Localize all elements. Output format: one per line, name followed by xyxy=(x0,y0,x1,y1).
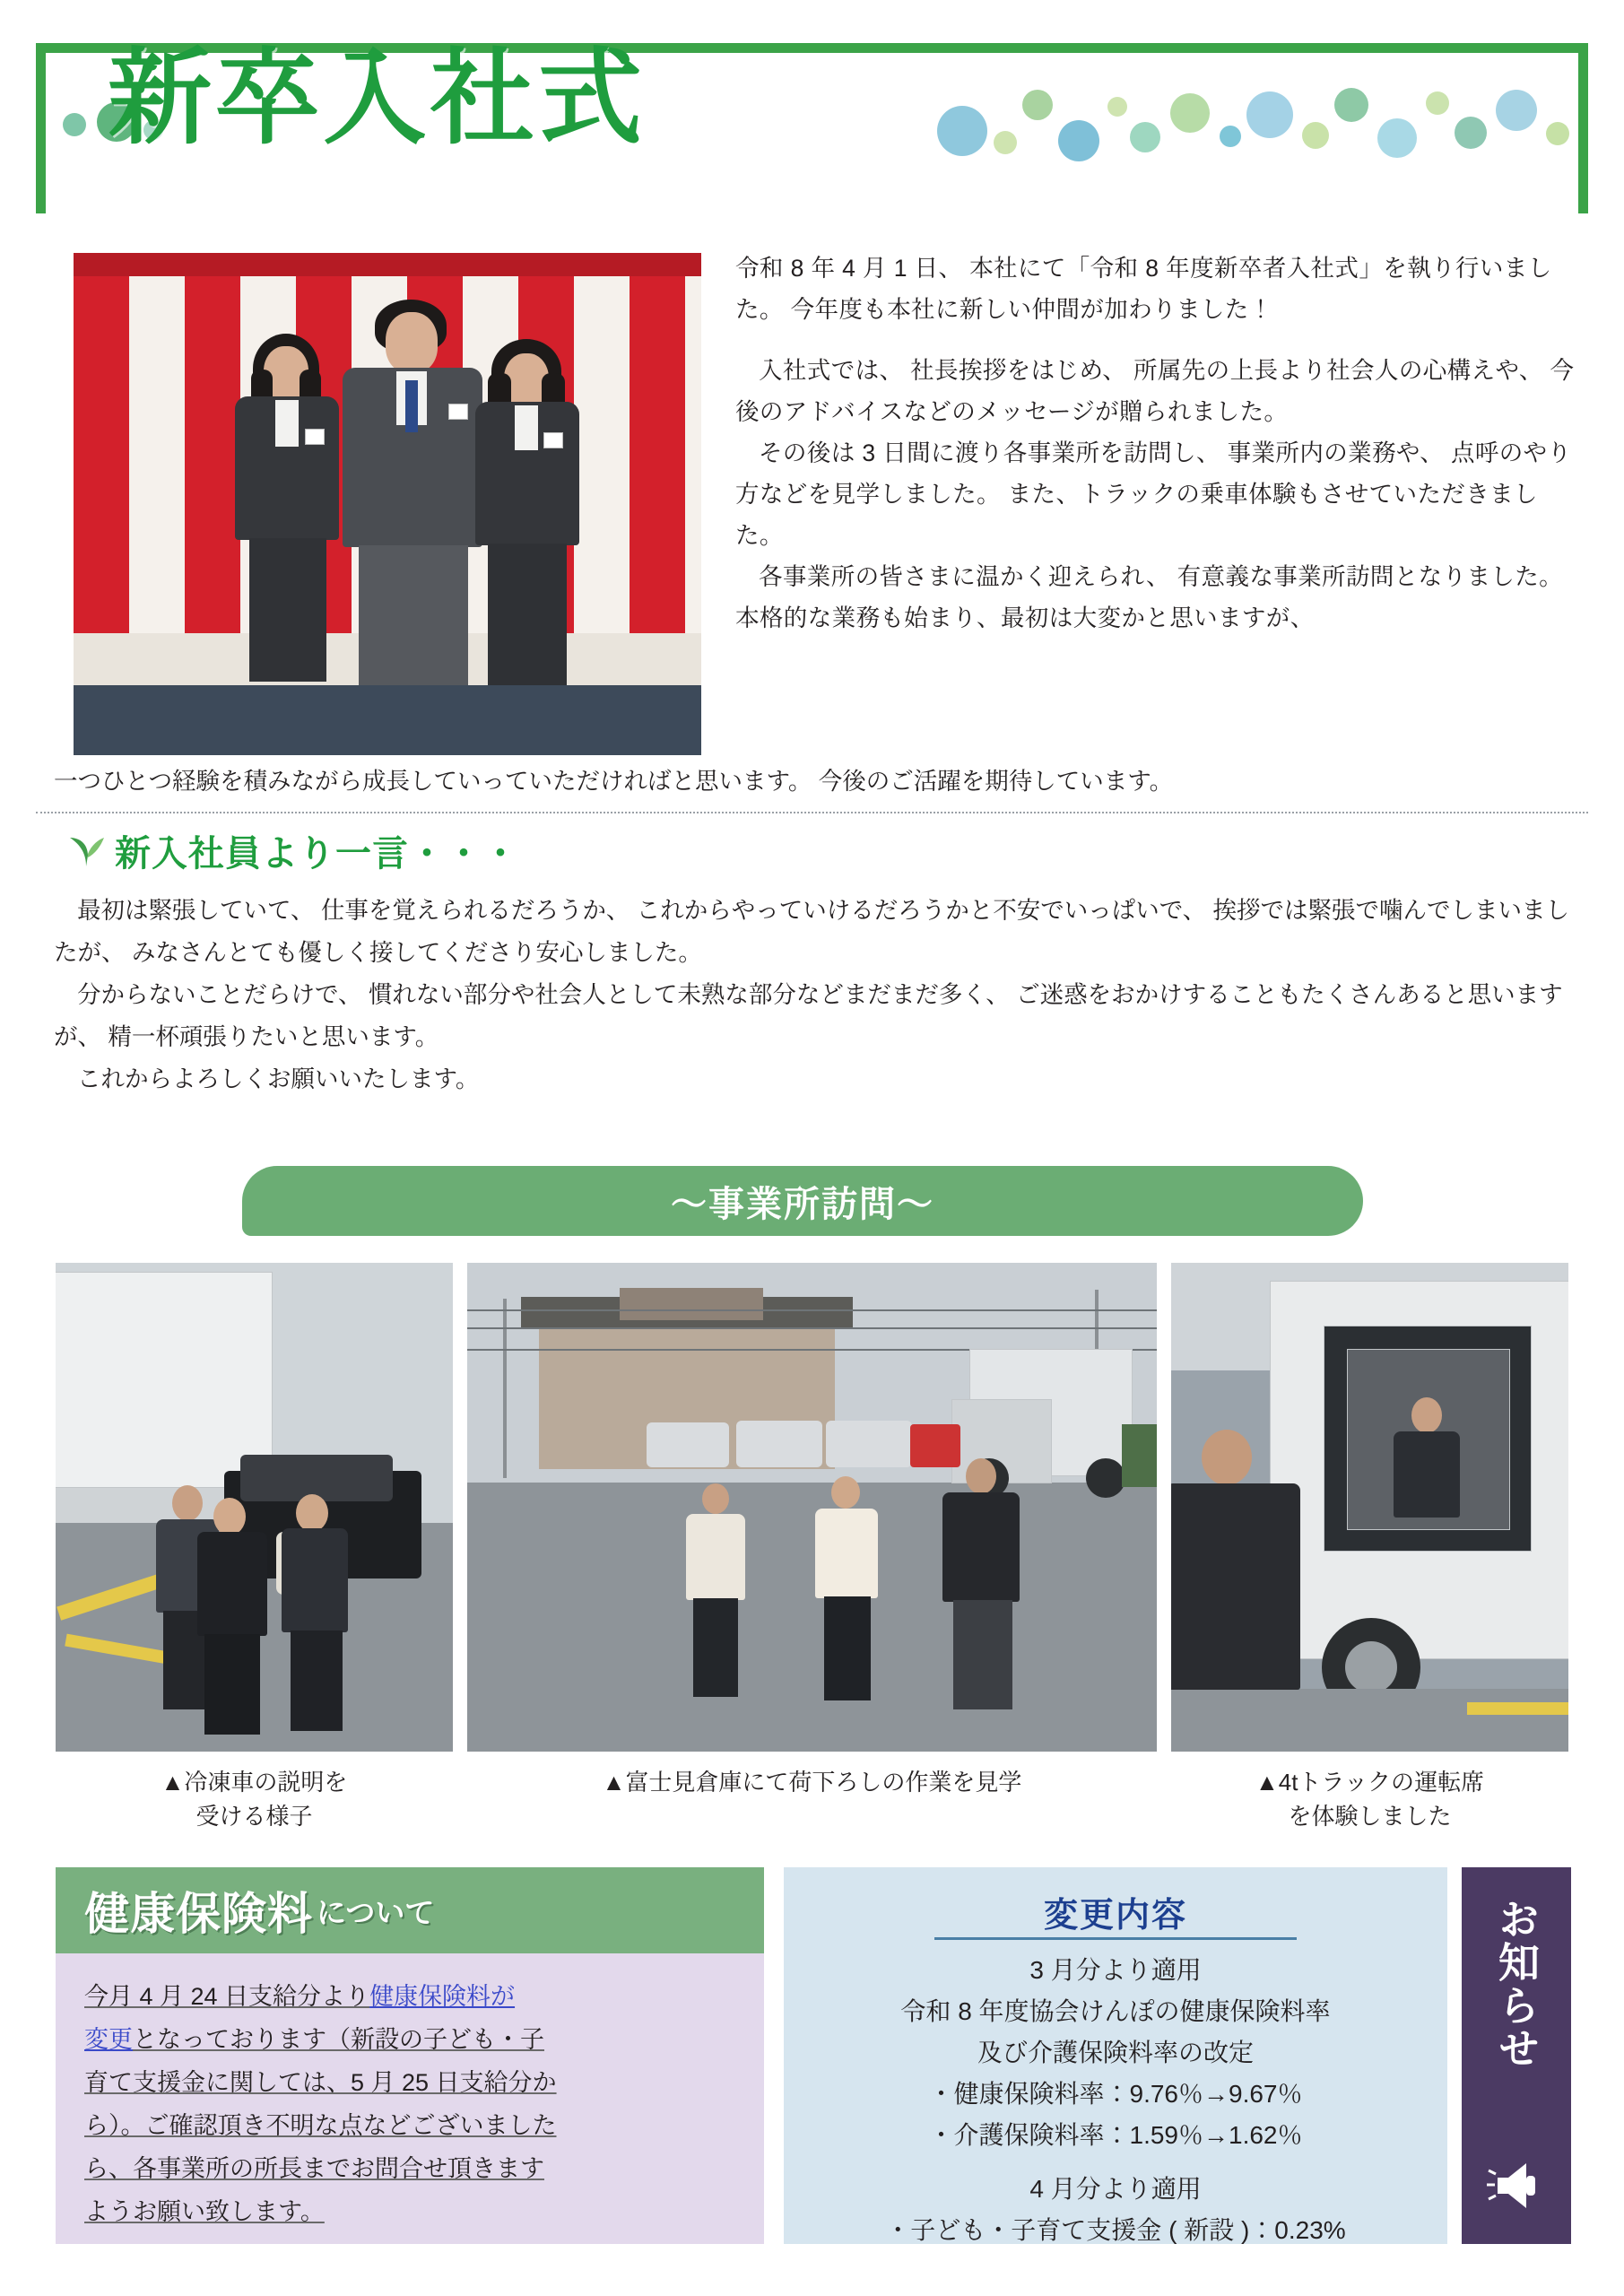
visit-caption-1-line1: ▲冷凍車の説明を xyxy=(161,1769,348,1796)
visit-caption-1-line2: 受ける様子 xyxy=(195,1803,313,1830)
notice-right-label-text: お知らせ xyxy=(1493,1898,1540,2070)
voice-paragraph-2: 分からないことだらけで、 慣れない部分や社会人として未熟な部分などまだまだ多く、 ご迷惑をおかけすることもたくさんあると思いますが、 精一杯頑張りたいと思います。 xyxy=(54,981,1563,1050)
voice-paragraph-3: これからよろしくお願いいたします。 xyxy=(77,1065,480,1092)
notice-left-line2b: となっております（新設の子ども・子 xyxy=(133,2026,544,2053)
hero-text-block xyxy=(735,248,1583,639)
notice-middle-line-6: 4 月分より適用 xyxy=(1029,2175,1202,2203)
visit-caption-2 xyxy=(467,1765,1157,1799)
notice-middle-line-2: 令和 8 年度協会けんぽの健康保険料率 xyxy=(900,1997,1331,2025)
notice-middle-title: 変更内容 xyxy=(1043,1897,1187,1935)
notice-middle-line-7: ・子ども・子育て支援金 ( 新設 )：0.23% xyxy=(885,2216,1346,2244)
notice-right-panel xyxy=(1462,1867,1571,2244)
notice-left-panel xyxy=(56,1867,764,2244)
voice-paragraph-1: 最初は緊張していて、 仕事を覚えられるだろうか、 これからやっていけるだろうかと不安でいっぱいで、 挨拶では緊張で噛んでしまいましたが、 みなさんとても優しく接してくださり安心しました。 xyxy=(54,897,1570,966)
visit-caption-3 xyxy=(1171,1765,1568,1833)
notice-left-line1a: 今月 4 月 24 日支給分より xyxy=(84,1983,370,2010)
sprout-icon xyxy=(65,827,106,868)
right-green-rule xyxy=(1578,43,1588,213)
notice-block xyxy=(56,1867,1571,2244)
visit-caption-3-line1: ▲4tトラックの運転席 xyxy=(1255,1769,1484,1796)
hero-paragraph-1: 令和 8 年 4 月 1 日、 本社にて「令和 8 年度新卒者入社式」を執り行いました。 今年度も本社に新しい仲間が加わりました！ xyxy=(735,255,1552,323)
notice-left-line6: ようお願い致します。 xyxy=(84,2198,325,2225)
curtain-top-band xyxy=(74,253,701,276)
visit-photo-3 xyxy=(1171,1263,1568,1752)
visit-caption-2-line1: ▲富士見倉庫にて荷下ろしの作業を見学 xyxy=(602,1769,1022,1796)
page-title: 新卒入社式 xyxy=(108,38,646,159)
notice-middle-body xyxy=(802,1950,1429,2251)
notice-middle-rule xyxy=(934,1937,1297,1940)
notice-left-line4: ら）。ご確認頂き不明な点などございました xyxy=(84,2112,557,2139)
hero-full-width-line: 一つひとつ経験を積みながら成長していっていただければと思います。 今後のご活躍を期待しています。 xyxy=(54,768,1174,795)
notice-left-line2a: 変更 xyxy=(84,2026,133,2053)
notice-left-line5: ら、各事業所の所長までお問合せ頂きます xyxy=(84,2155,544,2182)
voice-body xyxy=(54,890,1583,1100)
visit-caption-1 xyxy=(56,1765,453,1833)
divider-dotted-top xyxy=(36,812,1588,813)
visit-banner: 〜事業所訪問〜 xyxy=(242,1166,1363,1236)
hero-paragraph-4: 各事業所の皆さまに温かく迎えられ、 有意義な事業所訪問となりました。本格的な業務も始まり、最初は大変かと思いますが、 xyxy=(735,563,1564,631)
notice-left-line1b: 健康保険料が xyxy=(369,1983,516,2010)
notice-left-header xyxy=(56,1867,764,1953)
notice-middle-line-1: 3 月分より適用 xyxy=(1029,1956,1202,1984)
voice-section-heading: 新入社員より一言・・・ xyxy=(115,834,519,874)
notice-left-title-sub: について xyxy=(317,1895,435,1929)
notice-middle-line-4: ・健康保険料率：9.76％→9.67％ xyxy=(928,2080,1303,2108)
visit-photo-1 xyxy=(56,1263,453,1752)
notice-middle-line-3: 及び介護保険料率の改定 xyxy=(977,2039,1254,2066)
notice-left-title-main: 健康保険料 xyxy=(84,1889,313,1939)
megaphone-icon xyxy=(1485,2158,1548,2213)
notice-middle-line-5: ・介護保険料率：1.59％→1.62％ xyxy=(928,2121,1303,2149)
visit-photo-2 xyxy=(467,1263,1157,1752)
notice-left-line3: 育て支援金に関しては、5 月 25 日支給分か xyxy=(84,2069,557,2096)
notice-right-label xyxy=(1462,1898,1571,2082)
hero-paragraph-3: その後は 3 日間に渡り各事業所を訪問し、 事業所内の業務や、 点呼のやり方などを見学しました。 また、トラックの乗車体験もさせていただきました。 xyxy=(735,439,1572,549)
floor-band xyxy=(74,685,701,755)
visit-caption-3-line2: を体験しました xyxy=(1288,1803,1452,1830)
hero-paragraph-2: 入社式では、 社長挨拶をはじめ、 所属先の上長より社会人の心構えや、 今後のアドバイスなどのメッセージが贈られました。 xyxy=(735,357,1575,425)
left-green-rule xyxy=(36,43,46,213)
hero-photo xyxy=(74,253,701,755)
notice-middle-panel xyxy=(784,1867,1447,2244)
notice-left-body xyxy=(84,1975,735,2233)
